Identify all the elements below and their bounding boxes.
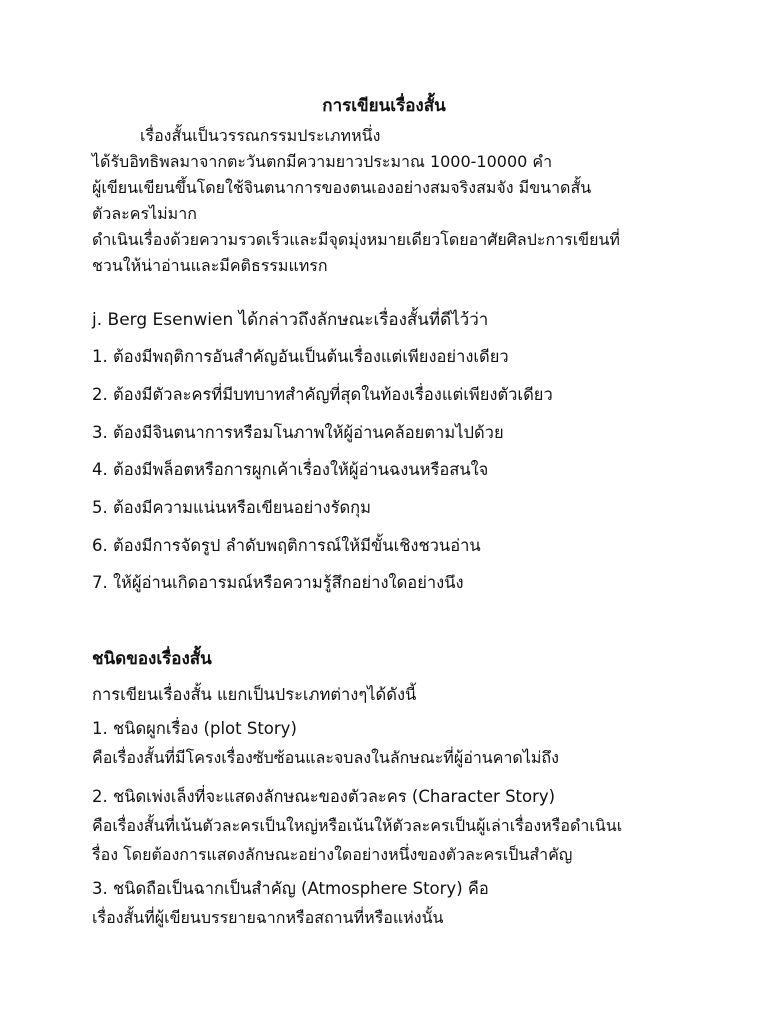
intro-line: ดำเนินเรื่องด้วยความรวดเร็วและมีจุดมุ่งหมายเดียวโดยอาศัยศิลปะการเขียนที่ xyxy=(92,230,620,249)
intro-line: ชวนให้น่าอ่านและมีคติธรรมแทรก xyxy=(92,256,328,275)
quality-item: 6. ต้องมีการจัดรูป ลำดับพฤติการณ์ให้มีขั้นเชิงชวนอ่าน xyxy=(92,536,481,555)
quality-item: 1. ต้องมีพฤติการอันสำคัญอันเป็นต้นเรื่องแต่เพียงอย่างเดียว xyxy=(92,347,509,366)
intro-line: ตัวละครไม่มาก xyxy=(92,204,197,223)
types-intro: การเขียนเรื่องสั้น แยกเป็นประเภทต่างๆได้ดังนี้ xyxy=(92,685,417,704)
type-description: คือเรื่องสั้นที่มีโครงเรื่องซับซ้อนและจบลงในลักษณะที่ผู้อ่านคาดไม่ถึง xyxy=(92,748,559,767)
type-description: รื่อง โดยต้องการแสดงลักษณะอย่างใดอย่างหนึ่งของตัวละครเป็นสำคัญ xyxy=(92,845,573,864)
type-item-character xyxy=(92,782,712,869)
document-title: การเขียนเรื่องสั้น xyxy=(322,96,446,116)
type-description: คือเรื่องสั้นที่เน้นตัวละครเป็นใหญ่หรือเน้นให้ตัวละครเป็นผู้เล่าเรื่องหรือดำเนินเ xyxy=(92,816,623,835)
type-description: เรื่องสั้นที่ผู้เขียนบรรยายฉากหรือสถานที่หรือแห่งนั้น xyxy=(92,908,444,927)
types-heading: ชนิดของเรื่องสั้น xyxy=(92,649,212,669)
type-title: 1. ชนิดผูกเรื่อง (plot Story) xyxy=(92,719,297,738)
intro-line: ได้รับอิทธิพลมาจากตะวันตกมีความยาวประมาณ 1000-10000 คำ xyxy=(92,152,553,171)
type-title: 2. ชนิดเพ่งเล็งที่จะแสดงลักษณะของตัวละคร (Character Story) xyxy=(92,787,556,806)
intro-paragraph xyxy=(92,123,692,279)
type-title: 3. ชนิดถือเป็นฉากเป็นสำคัญ (Atmosphere Story) คือ xyxy=(92,879,489,898)
intro-line: เรื่องสั้นเป็นวรรณกรรมประเภทหนึ่ง xyxy=(140,126,381,145)
quality-item: 4. ต้องมีพล็อตหรือการผูกเค้าเรื่องให้ผู้อ่านฉงนหรือสนใจ xyxy=(92,460,489,479)
quality-item: 5. ต้องมีความแน่นหรือเขียนอย่างรัดกุม xyxy=(92,498,372,517)
esenwien-intro: j. Berg Esenwien ได้กล่าวถึงลักษณะเรื่องสั้นที่ดีไว้ว่า xyxy=(92,310,489,330)
quality-item: 7. ให้ผู้อ่านเกิดอารมณ์หรือความรู้สึกอย่างใดอย่างนึง xyxy=(92,573,464,592)
intro-line: ผู้เขียนเขียนขึ้นโดยใช้จินตนาการของตนเองอย่างสมจริงสมจัง มีขนาดสั้น xyxy=(92,178,592,197)
type-item-atmosphere xyxy=(92,874,712,932)
quality-item: 3. ต้องมีจินตนาการหรือมโนภาพให้ผู้อ่านคล้อยตามไปด้วย xyxy=(92,423,504,442)
quality-item: 2. ต้องมีตัวละครที่มีบทบาทสำคัญที่สุดในท้องเรื่องแต่เพียงตัวเดียว xyxy=(92,385,553,404)
type-item-plot xyxy=(92,714,712,772)
